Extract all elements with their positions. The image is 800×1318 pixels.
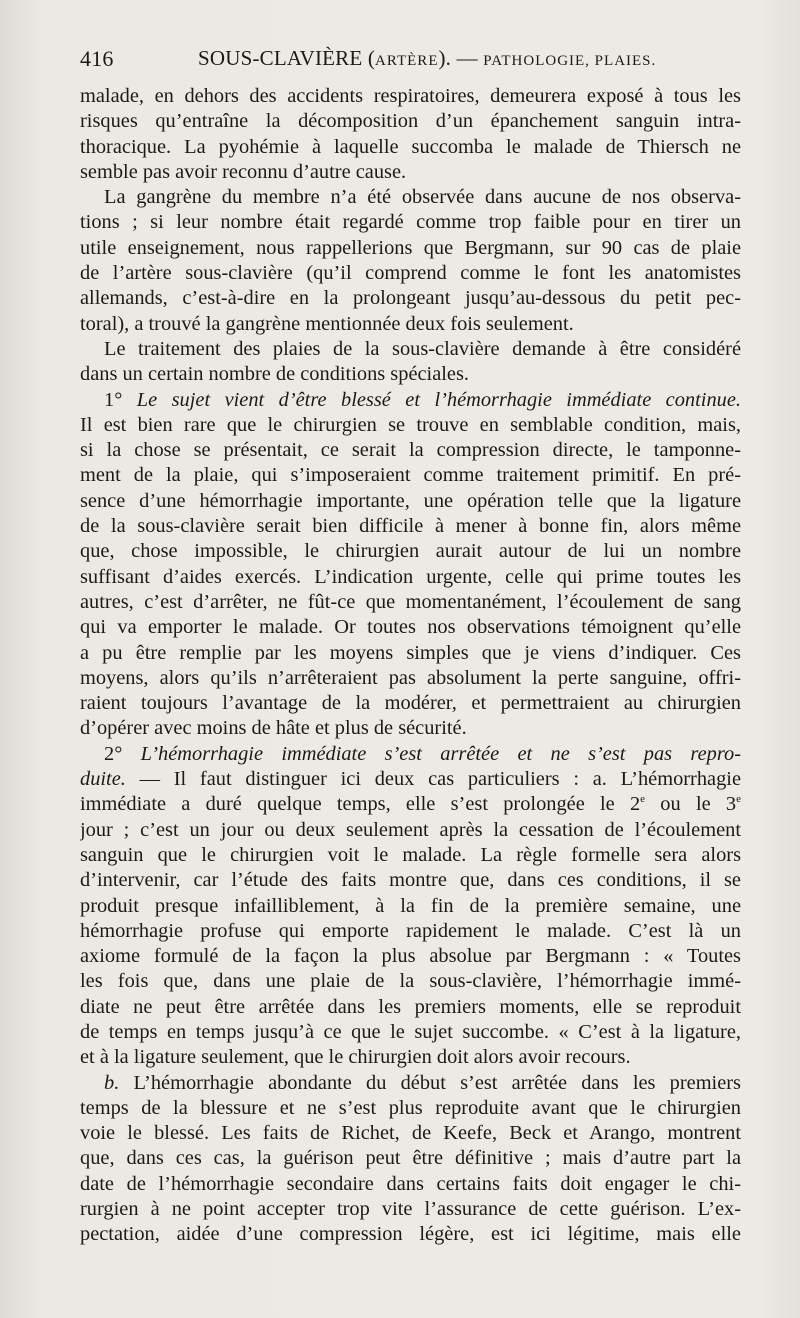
text-line: diate ne peut être arrêtée dans les premiers moments, elle se reproduit bbox=[80, 995, 741, 1018]
text-line: qui va emporter le malade. Or toutes nos observations témoignent qu’elle bbox=[80, 616, 741, 639]
text-line: utile enseignement, nous rappellerions que Bergmann, sur 90 cas de plaie bbox=[80, 236, 741, 259]
text-line: d’intervenir, car l’étude des faits montre que, dans ces conditions, il se bbox=[80, 869, 741, 892]
running-title-main: SOUS-CLAVIÈRE ( bbox=[198, 46, 376, 70]
running-header bbox=[80, 46, 760, 72]
text-line: pectation, aidée d’une compression légère, est ici légitime, mais elle bbox=[80, 1223, 741, 1246]
italic-text: duite. bbox=[80, 768, 126, 791]
running-title bbox=[198, 46, 656, 71]
text-line: malade, en dehors des accidents respiratoires, demeurera exposé à tous les bbox=[80, 85, 741, 107]
text-line: 2° L’hémorrhagie immédiate s’est arrêtée et ne s’est pas repro- bbox=[104, 742, 741, 765]
text-line: autres, c’est d’arrêter, ne fût-ce que momentanément, l’écoulement de sang bbox=[80, 590, 741, 613]
text-line: sanguin que le chirurgien voit le malade. La règle formelle sera alors bbox=[80, 843, 741, 866]
text-line: La gangrène du membre n’a été observée dans aucune de nos observa- bbox=[104, 186, 741, 209]
text-line: sence d’une hémorrhagie importante, une opération telle que la ligature bbox=[80, 489, 741, 512]
text-line: axiome formulé de la façon la plus absolue par Bergmann : « Toutes bbox=[80, 945, 741, 968]
text-line: thoracique. La pyohémie à laquelle succomba le malade de Thiersch ne bbox=[80, 135, 741, 158]
text-line: ment de la plaie, qui s’imposeraient comme traitement primitif. En pré- bbox=[80, 464, 741, 487]
text-line: 1° Le sujet vient d’être blessé et l’hémorrhagie immédiate continue. bbox=[104, 388, 741, 411]
text-line: d’opérer avec moins de hâte et plus de sécurité. bbox=[80, 717, 467, 740]
text-line: suffisant d’aides exercés. L’indication urgente, celle qui prime toutes les bbox=[80, 565, 741, 588]
italic-text: Le sujet vient d’être blessé et l’hémorrhagie immédiate continue. bbox=[136, 388, 741, 411]
text-line: Il est bien rare que le chirurgien se trouve en semblable condition, mais, bbox=[80, 413, 741, 436]
running-title-dash: ). — bbox=[438, 46, 484, 70]
text-line: immédiate a duré quelque temps, elle s’est prolongée le 2e ou le 3e bbox=[80, 793, 741, 816]
page-number: 416 bbox=[80, 46, 114, 71]
text-line: de l’artère sous-clavière (qu’il comprend comme le font les anatomistes bbox=[80, 262, 741, 285]
text-line: rurgien à ne point accepter trop vite l’assurance de cette guérison. L’ex- bbox=[80, 1198, 741, 1221]
text-line: a pu être remplie par les moyens simples que je viens d’indiquer. Ces bbox=[80, 641, 741, 664]
body-text bbox=[80, 84, 741, 1248]
running-title-artere: ARTÈRE bbox=[375, 53, 439, 69]
italic-text: b. bbox=[104, 1071, 120, 1094]
text-line: voie le blessé. Les faits de Richet, de Keefe, Beck et Arango, montrent bbox=[80, 1122, 741, 1145]
text-line: de la sous-clavière serait bien difficile à mener à bonne fin, alors même bbox=[80, 515, 741, 538]
text-line: jour ; c’est un jour ou deux seulement après la cessation de l’écoulement bbox=[80, 818, 741, 841]
text-line: et à la ligature seulement, que le chirurgien doit alors avoir recours. bbox=[80, 1046, 631, 1069]
text-line: que, chose impossible, le chirurgien aurait autour de lui un nombre bbox=[80, 540, 741, 563]
text-line: dans un certain nombre de conditions spéciales. bbox=[80, 363, 470, 386]
text-line: hémorrhagie profuse qui emporte rapidement le malade. C’est là un bbox=[80, 919, 741, 942]
italic-text: L’hémorrhagie immédiate s’est arrêtée et ne s’est pas repro- bbox=[140, 742, 741, 765]
running-title-section: PATHOLOGIE, PLAIES. bbox=[483, 53, 657, 69]
text-line: temps de la blessure et ne s’est plus reproduite avant que le chirurgien bbox=[80, 1096, 741, 1119]
text-line: de temps en temps jusqu’à ce que le sujet succombe. « C’est à la ligature, bbox=[80, 1020, 741, 1043]
text-line: produit presque infailliblement, à la fin de la première semaine, une bbox=[80, 894, 741, 917]
text-line: tions ; si leur nombre était regardé comme trop faible pour en tirer un bbox=[80, 211, 741, 234]
text-line: semble pas avoir reconnu d’autre cause. bbox=[80, 160, 407, 183]
text-line: duite. — Il faut distinguer ici deux cas particuliers : a. L’hémorrhagie bbox=[80, 768, 741, 791]
text-line: les fois que, dans une plaie de la sous-clavière, l’hémorrhagie immé- bbox=[80, 970, 741, 993]
text-line: moyens, alors qu’ils n’arrêteraient pas absolument la perte sanguine, offri- bbox=[80, 666, 741, 689]
text-line: que, dans ces cas, la guérison peut être définitive ; mais d’autre part la bbox=[80, 1147, 741, 1170]
text-line: b. L’hémorrhagie abondante du début s’est arrêtée dans les premiers bbox=[104, 1071, 741, 1094]
text-line: date de l’hémorrhagie secondaire dans certains faits doit engager le chi- bbox=[80, 1172, 741, 1195]
text-line: raient toujours l’avantage de la modérer, et permettraient au chirurgien bbox=[80, 692, 741, 715]
text-line: toral), a trouvé la gangrène mentionnée deux fois seulement. bbox=[80, 312, 574, 335]
text-line: allemands, c’est-à-dire en la prolongeant jusqu’au-dessous du petit pec- bbox=[80, 287, 741, 310]
text-line: risques qu’entraîne la décomposition d’un épanchement sanguin intra- bbox=[80, 110, 741, 133]
text-line: Le traitement des plaies de la sous-clavière demande à être considéré bbox=[104, 337, 741, 360]
text-line: si la chose se présentait, ce serait la compression directe, le tamponne- bbox=[80, 439, 741, 462]
